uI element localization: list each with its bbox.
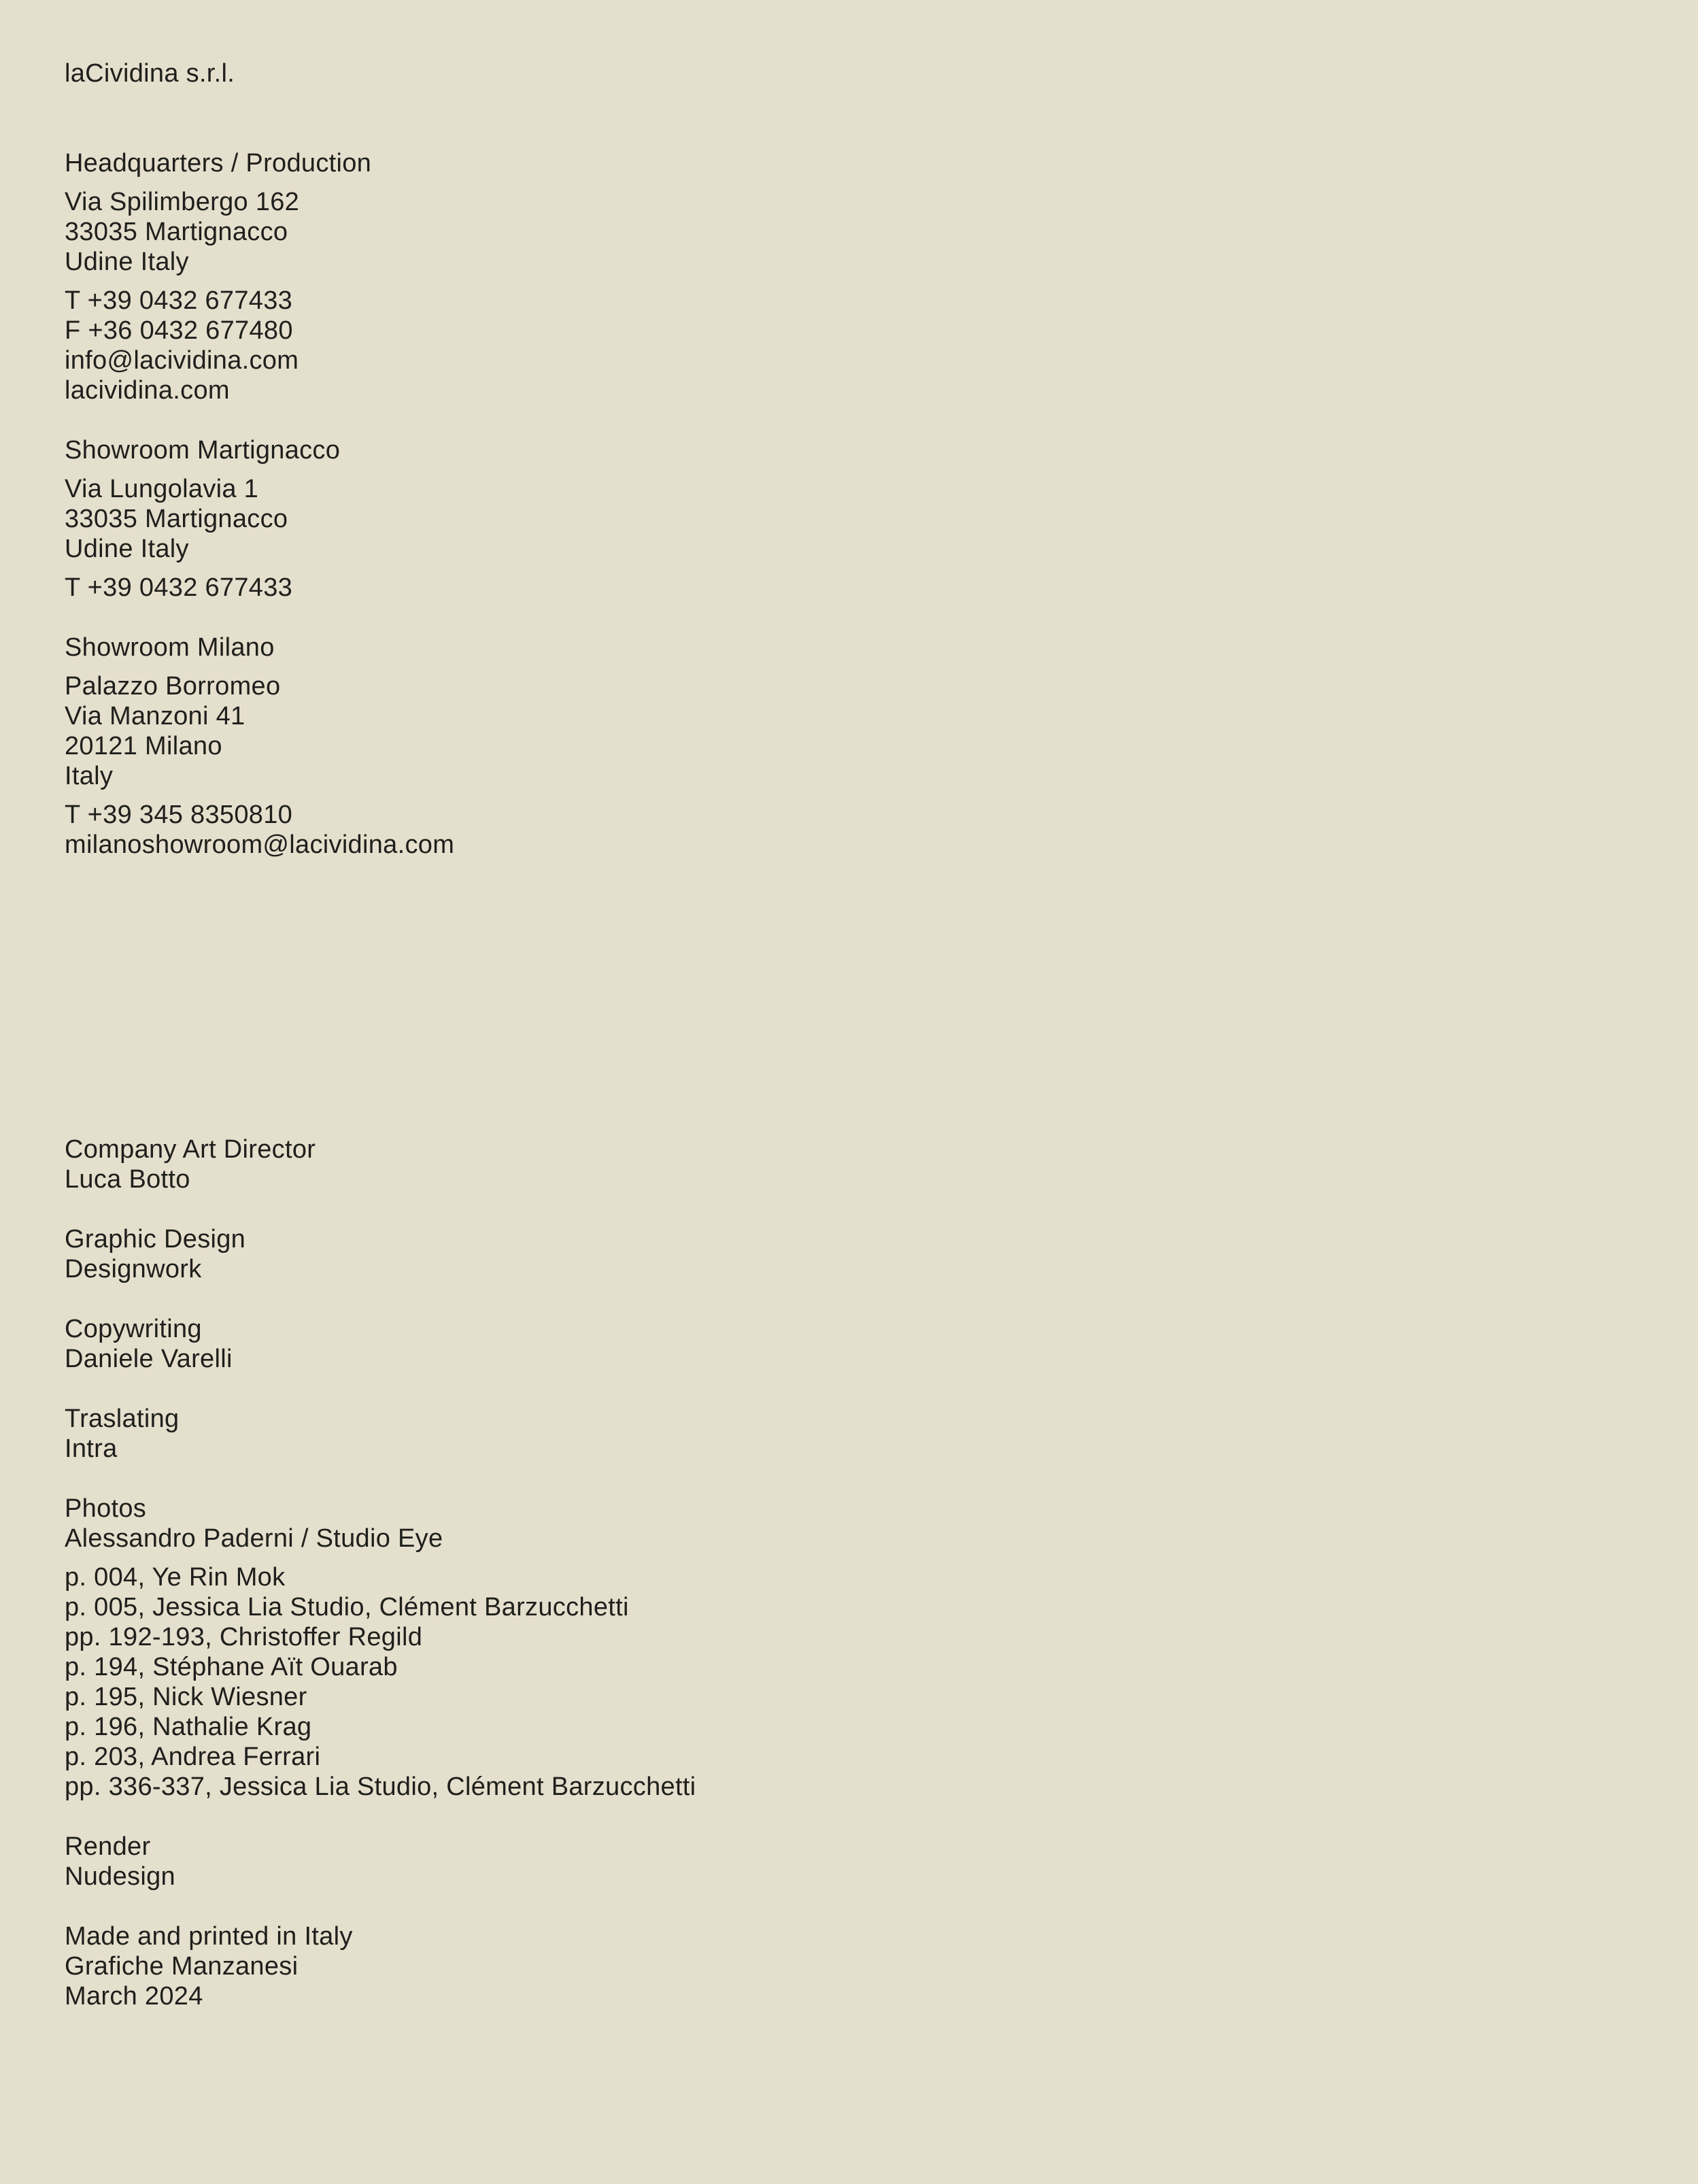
headquarters-postcode: 33035 Martignacco [65,218,288,246]
credit-name: Daniele Varelli [65,1345,233,1373]
headquarters-street: Via Spilimbergo 162 [65,188,300,216]
credit-role: Photos [65,1494,147,1523]
print-date: March 2024 [65,1982,203,2011]
headquarters-fax: F +36 0432 677480 [65,316,293,345]
credit-role: Made and printed in Italy [65,1922,353,1951]
credit-name: Intra [65,1434,118,1463]
credit-name: Nudesign [65,1862,175,1891]
credit-role: Graphic Design [65,1225,246,1254]
showroom-milano-phone: T +39 345 8350810 [65,801,293,829]
headquarters-title: Headquarters / Production [65,149,372,178]
showroom-milano-email: milanoshowroom@lacividina.com [65,830,455,859]
photo-credit-item: p. 196, Nathalie Krag [65,1713,312,1741]
showroom-milano-title: Showroom Milano [65,633,275,662]
credit-printing [65,1921,696,2011]
credit-graphic-design [65,1224,696,1284]
showroom-milano-building: Palazzo Borromeo [65,672,281,701]
showroom-martignacco-postcode: 33035 Martignacco [65,505,288,533]
credit-role: Copywriting [65,1315,202,1343]
credit-name: Designwork [65,1255,202,1283]
showroom-martignacco-phone: T +39 0432 677433 [65,573,293,602]
photo-credit-item: pp. 336-337, Jessica Lia Studio, Clément Barzucchetti [65,1773,696,1801]
headquarters-block [65,148,454,405]
showroom-milano-postcode: 20121 Milano [65,732,222,760]
photo-credit-item: p. 004, Ye Rin Mok [65,1563,286,1592]
showroom-milano-country: Italy [65,762,114,790]
photo-credit-item: p. 194, Stéphane Aït Ouarab [65,1653,398,1681]
headquarters-website: lacividina.com [65,376,230,405]
credit-copywriting [65,1314,696,1374]
colophon-page [65,0,1629,2184]
credit-role: Render [65,1832,151,1861]
credit-name: Alessandro Paderni / Studio Eye [65,1524,443,1553]
credit-role: Company Art Director [65,1135,316,1164]
contacts-section [65,148,454,860]
credit-photos [65,1494,696,1802]
headquarters-region: Udine Italy [65,248,189,276]
headquarters-phone: T +39 0432 677433 [65,286,293,315]
showroom-martignacco-title: Showroom Martignacco [65,436,341,465]
showroom-milano-block [65,633,454,860]
credit-role: Traslating [65,1405,180,1433]
showroom-martignacco-street: Via Lungolavia 1 [65,475,259,503]
credit-art-director [65,1135,696,1194]
photo-credit-item: p. 195, Nick Wiesner [65,1683,307,1711]
showroom-milano-street: Via Manzoni 41 [65,702,245,730]
photo-credit-item: pp. 192-193, Christoffer Regild [65,1623,423,1651]
showroom-martignacco-region: Udine Italy [65,535,189,563]
photo-credit-item: p. 005, Jessica Lia Studio, Clément Barzucchetti [65,1593,629,1622]
credit-render [65,1832,696,1892]
credit-translating [65,1404,696,1464]
credit-name: Grafiche Manzanesi [65,1952,299,1981]
company-name: laCividina s.r.l. [65,59,235,88]
showroom-martignacco-block [65,435,454,603]
credit-name: Luca Botto [65,1165,190,1194]
headquarters-email: info@lacividina.com [65,346,299,375]
credits-section [65,1135,696,2011]
company-name-block [65,58,235,88]
photo-credit-item: p. 203, Andrea Ferrari [65,1743,321,1771]
